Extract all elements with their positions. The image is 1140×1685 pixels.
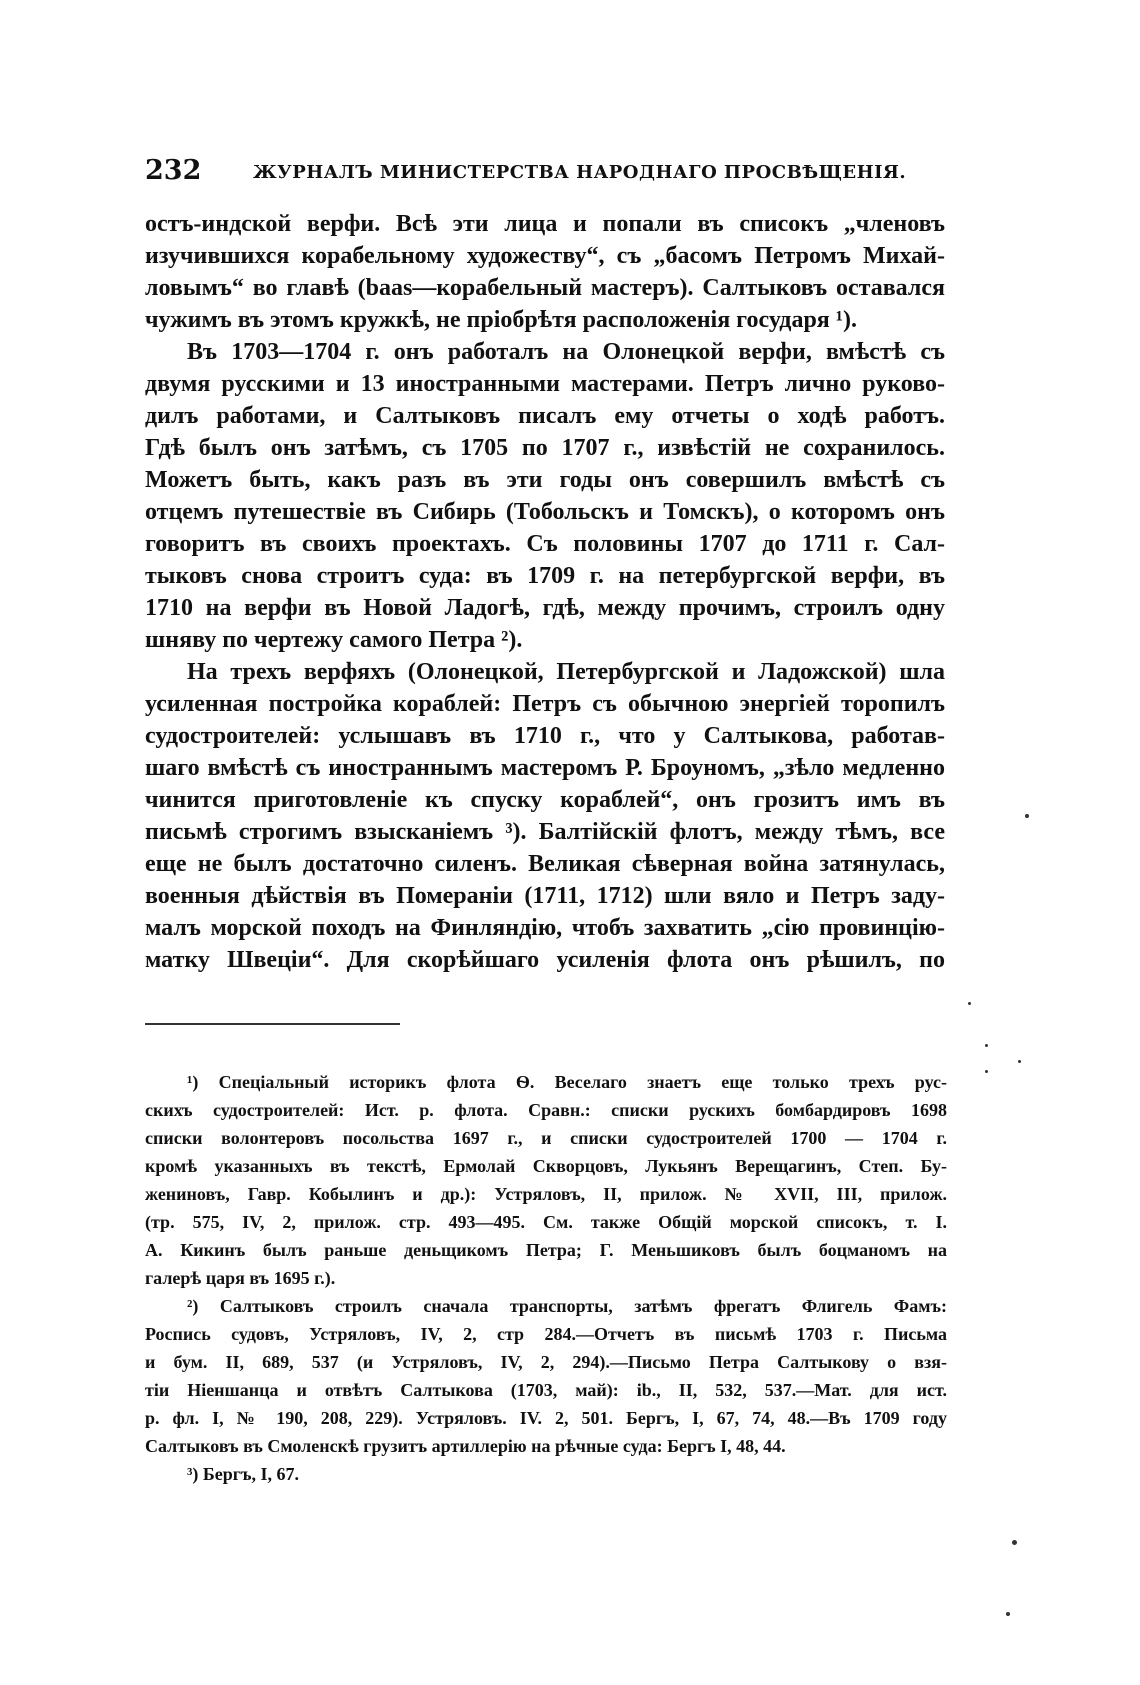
footnote-3: ³) Бергъ, I, 67.: [187, 1464, 299, 1484]
text-line: шаго вмѣстѣ съ иностраннымъ мастеромъ Р. Броуномъ, „зѣло медленно: [145, 755, 945, 781]
scan-speck: [1018, 1060, 1021, 1063]
text-line: отцемъ путешествіе въ Сибирь (Тобольскъ и Томскъ), о которомъ онъ: [145, 499, 945, 525]
text-line: еще не былъ достаточно силенъ. Великая сѣверная война затянулась,: [145, 851, 945, 877]
footnote-2-start: ²) Салтыковъ строилъ сначала транспорты, затѣмъ фрегатъ Флигель Фамъ:: [187, 1296, 947, 1316]
text-line: малъ морской походъ на Финляндію, чтобъ захватить „сію провинцію-: [145, 915, 945, 941]
text-line: 1710 на верфи въ Новой Ладогѣ, гдѣ, между прочимъ, строилъ одну: [145, 595, 945, 621]
page-header: [145, 155, 995, 195]
text-line: остъ-индской верфи. Всѣ эти лица и попали въ списокъ „членовъ: [145, 211, 945, 237]
footnote-line: Салтыковъ въ Смоленскѣ грузитъ артиллерію на рѣчные суда: Бергъ I, 48, 44.: [145, 1436, 786, 1456]
footnote-line: галерѣ царя въ 1695 г.).: [145, 1268, 336, 1288]
scan-speck: [985, 1070, 988, 1073]
text-line: матку Швеціи“. Для скорѣйшаго усиленія флота онъ рѣшилъ, по: [145, 947, 945, 973]
scan-speck: [1025, 814, 1029, 818]
text-line: чужимъ въ этомъ кружкѣ, не пріобрѣтя расположенія государя ¹).: [145, 307, 857, 333]
footnote-line: списки волонтеровъ посольства 1697 г., и списки судостроителей 1700 — 1704 г.: [145, 1128, 947, 1148]
scan-speck: [1006, 1612, 1010, 1616]
text-line: судостроителей: услышавъ въ 1710 г., что у Салтыкова, работав-: [145, 723, 945, 749]
footnote-separator: [145, 1023, 400, 1025]
text-line: шняву по чертежу самого Петра ²).: [145, 627, 523, 653]
text-line: тыковъ снова строитъ суда: въ 1709 г. на петербургской верфи, въ: [145, 563, 945, 589]
text-line: чинится приготовленіе къ спуску кораблей“, онъ грозитъ имъ въ: [145, 787, 945, 813]
footnote-line: кромѣ указанныхъ въ текстѣ, Ермолай Скворцовъ, Лукьянъ Верещагинъ, Степ. Бу-: [145, 1156, 947, 1176]
footnote-line: Роспись судовъ, Устряловъ, IV, 2, стр 284.—Отчетъ въ письмѣ 1703 г. Письма: [145, 1324, 947, 1344]
footnote-line: скихъ судостроителей: Ист. р. флота. Сравн.: списки рускихъ бомбардировъ 1698: [145, 1100, 947, 1120]
scan-speck: [1012, 1540, 1017, 1545]
scan-speck: [968, 1002, 971, 1005]
text-line: ловымъ“ во главѣ (baas—корабельный мастеръ). Салтыковъ оставался: [145, 275, 945, 301]
text-line: письмѣ строгимъ взысканіемъ ³). Балтійскій флотъ, между тѣмъ, все: [145, 819, 945, 845]
text-line: двумя русскими и 13 иностранными мастерами. Петръ лично руково-: [145, 371, 945, 397]
text-line: изучившихся корабельному художеству“, съ „басомъ Петромъ Михай-: [145, 243, 945, 269]
text-line: говоритъ въ своихъ проектахъ. Съ половины 1707 до 1711 г. Сал-: [145, 531, 945, 557]
text-line: Можетъ быть, какъ разъ въ эти годы онъ совершилъ вмѣстѣ съ: [145, 467, 945, 493]
footnotes: [145, 1068, 947, 1488]
footnote-line: (тр. 575, IV, 2, прилож. стр. 493—495. См. также Общій морской списокъ, т. I.: [145, 1212, 947, 1232]
footnote-line: тіи Ніеншанца и отвѣтъ Салтыкова (1703, май): ib., II, 532, 537.—Мат. для ист.: [145, 1380, 947, 1400]
text-line: дилъ работами, и Салтыковъ писалъ ему отчеты о ходѣ работъ.: [145, 403, 945, 429]
footnote-line: А. Кикинъ былъ раньше деньщикомъ Петра; Г. Меньшиковъ былъ боцманомъ на: [145, 1240, 947, 1260]
footnote-line: и бум. II, 689, 537 (и Устряловъ, IV, 2, 294).—Письмо Петра Салтыкову о взя-: [145, 1352, 947, 1372]
footnote-1-start: ¹) Спеціальный историкъ флота Ѳ. Веселаго знаетъ еще только трехъ рус-: [187, 1072, 947, 1092]
footnote-line: р. фл. I, № 190, 208, 229). Устряловъ. IV. 2, 501. Бергъ, I, 67, 74, 48.—Въ 1709 году: [145, 1408, 947, 1428]
paragraph-start-line: На трехъ верфяхъ (Олонецкой, Петербургской и Ладожской) шла: [187, 659, 945, 685]
page-number: 232: [145, 155, 202, 186]
scan-speck: [985, 1044, 988, 1047]
paragraph-start-line: Въ 1703—1704 г. онъ работалъ на Олонецкой верфи, вмѣстѣ съ: [187, 339, 945, 365]
text-line: Гдѣ былъ онъ затѣмъ, съ 1705 по 1707 г., извѣстій не сохранилось.: [145, 435, 945, 461]
text-line: усиленная постройка кораблей: Петръ съ обычною энергіей торопилъ: [145, 691, 945, 717]
running-title: ЖУРНАЛЪ МИНИСТЕРСТВА НАРОДНАГО ПРОСВѢЩЕНІЯ.: [253, 162, 907, 183]
text-line: военныя дѣйствія въ Помераніи (1711, 1712) шли вяло и Петръ заду-: [145, 883, 945, 909]
main-text: [145, 208, 945, 976]
footnote-line: жениновъ, Гавр. Кобылинъ и др.): Устряловъ, II, прилож. № XVII, III, прилож.: [145, 1184, 947, 1204]
